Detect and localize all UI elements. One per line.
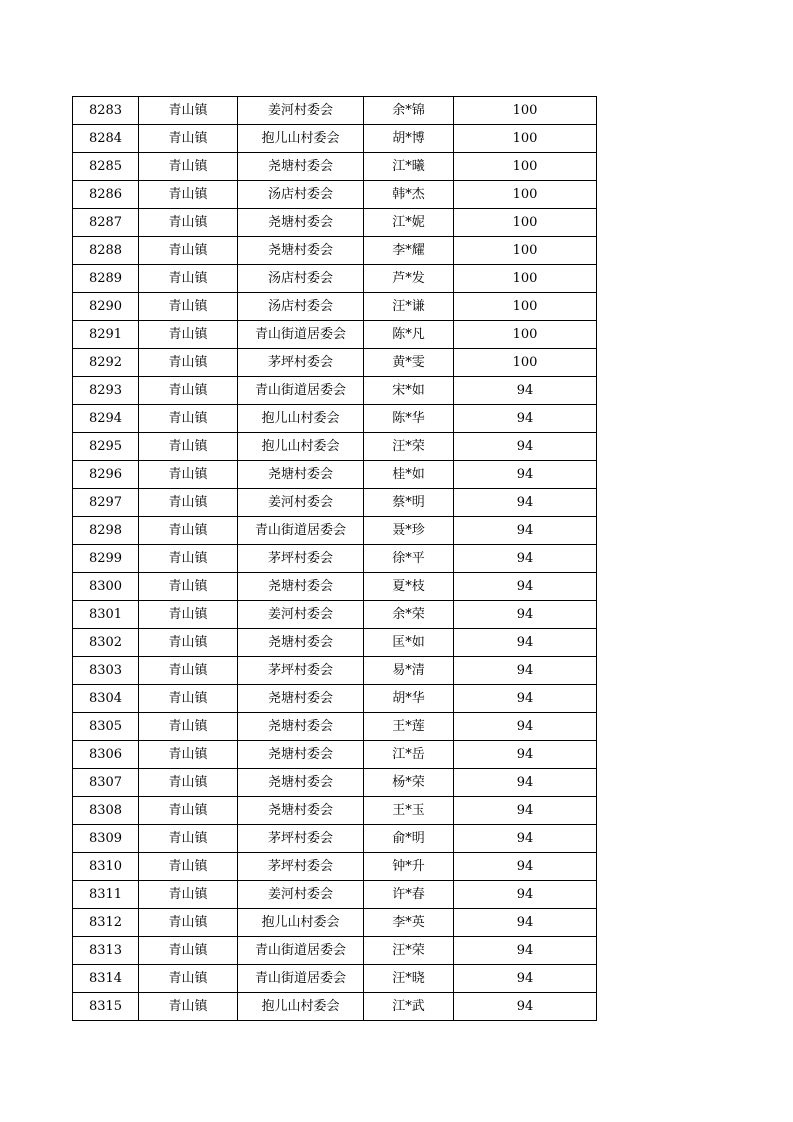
amount-cell: 94: [454, 377, 597, 405]
town-cell: 青山镇: [139, 797, 238, 825]
row-number-cell: 8304: [73, 685, 139, 713]
table-row: [73, 853, 597, 881]
town-cell: 青山镇: [139, 293, 238, 321]
village-committee-cell: 青山街道居委会: [238, 965, 364, 993]
village-committee-cell: 尧塘村委会: [238, 209, 364, 237]
row-number-cell: 8313: [73, 937, 139, 965]
village-committee-cell: 抱儿山村委会: [238, 125, 364, 153]
amount-cell: 100: [454, 293, 597, 321]
row-number-cell: 8300: [73, 573, 139, 601]
amount-cell: 94: [454, 741, 597, 769]
town-cell: 青山镇: [139, 657, 238, 685]
person-name-cell: 王*玉: [364, 797, 454, 825]
person-name-cell: 王*莲: [364, 713, 454, 741]
table-row: [73, 293, 597, 321]
row-number-cell: 8292: [73, 349, 139, 377]
town-cell: 青山镇: [139, 937, 238, 965]
person-name-cell: 余*锦: [364, 97, 454, 125]
person-name-cell: 汪*谦: [364, 293, 454, 321]
town-cell: 青山镇: [139, 181, 238, 209]
roster-table-body: [73, 97, 597, 1021]
town-cell: 青山镇: [139, 97, 238, 125]
amount-cell: 94: [454, 965, 597, 993]
table-row: [73, 741, 597, 769]
town-cell: 青山镇: [139, 153, 238, 181]
row-number-cell: 8283: [73, 97, 139, 125]
person-name-cell: 余*荣: [364, 601, 454, 629]
town-cell: 青山镇: [139, 321, 238, 349]
amount-cell: 94: [454, 685, 597, 713]
village-committee-cell: 青山街道居委会: [238, 377, 364, 405]
town-cell: 青山镇: [139, 629, 238, 657]
village-committee-cell: 尧塘村委会: [238, 797, 364, 825]
village-committee-cell: 尧塘村委会: [238, 629, 364, 657]
row-number-cell: 8287: [73, 209, 139, 237]
table-row: [73, 237, 597, 265]
row-number-cell: 8314: [73, 965, 139, 993]
village-committee-cell: 茅坪村委会: [238, 349, 364, 377]
village-committee-cell: 尧塘村委会: [238, 461, 364, 489]
person-name-cell: 芦*发: [364, 265, 454, 293]
row-number-cell: 8288: [73, 237, 139, 265]
table-row: [73, 769, 597, 797]
village-committee-cell: 抱儿山村委会: [238, 993, 364, 1021]
amount-cell: 94: [454, 517, 597, 545]
village-committee-cell: 姜河村委会: [238, 97, 364, 125]
amount-cell: 100: [454, 153, 597, 181]
person-name-cell: 宋*如: [364, 377, 454, 405]
village-committee-cell: 尧塘村委会: [238, 685, 364, 713]
village-committee-cell: 尧塘村委会: [238, 741, 364, 769]
amount-cell: 94: [454, 713, 597, 741]
table-row: [73, 993, 597, 1021]
town-cell: 青山镇: [139, 769, 238, 797]
village-committee-cell: 抱儿山村委会: [238, 405, 364, 433]
village-committee-cell: 茅坪村委会: [238, 657, 364, 685]
village-committee-cell: 青山街道居委会: [238, 517, 364, 545]
village-committee-cell: 尧塘村委会: [238, 769, 364, 797]
row-number-cell: 8305: [73, 713, 139, 741]
town-cell: 青山镇: [139, 349, 238, 377]
person-name-cell: 汪*荣: [364, 937, 454, 965]
amount-cell: 94: [454, 825, 597, 853]
row-number-cell: 8306: [73, 741, 139, 769]
town-cell: 青山镇: [139, 433, 238, 461]
amount-cell: 100: [454, 209, 597, 237]
amount-cell: 100: [454, 181, 597, 209]
person-name-cell: 夏*枝: [364, 573, 454, 601]
person-name-cell: 匡*如: [364, 629, 454, 657]
amount-cell: 100: [454, 349, 597, 377]
row-number-cell: 8296: [73, 461, 139, 489]
amount-cell: 94: [454, 489, 597, 517]
row-number-cell: 8286: [73, 181, 139, 209]
table-row: [73, 125, 597, 153]
town-cell: 青山镇: [139, 573, 238, 601]
amount-cell: 94: [454, 937, 597, 965]
row-number-cell: 8295: [73, 433, 139, 461]
person-name-cell: 韩*杰: [364, 181, 454, 209]
village-committee-cell: 汤店村委会: [238, 265, 364, 293]
row-number-cell: 8312: [73, 909, 139, 937]
village-committee-cell: 尧塘村委会: [238, 713, 364, 741]
town-cell: 青山镇: [139, 909, 238, 937]
person-name-cell: 汪*荣: [364, 433, 454, 461]
row-number-cell: 8302: [73, 629, 139, 657]
table-row: [73, 265, 597, 293]
town-cell: 青山镇: [139, 517, 238, 545]
row-number-cell: 8303: [73, 657, 139, 685]
person-name-cell: 聂*珍: [364, 517, 454, 545]
table-row: [73, 377, 597, 405]
amount-cell: 94: [454, 657, 597, 685]
table-row: [73, 517, 597, 545]
village-committee-cell: 尧塘村委会: [238, 153, 364, 181]
village-committee-cell: 姜河村委会: [238, 881, 364, 909]
table-row: [73, 321, 597, 349]
village-committee-cell: 茅坪村委会: [238, 825, 364, 853]
person-name-cell: 黄*雯: [364, 349, 454, 377]
village-committee-cell: 青山街道居委会: [238, 937, 364, 965]
amount-cell: 100: [454, 237, 597, 265]
village-committee-cell: 青山街道居委会: [238, 321, 364, 349]
person-name-cell: 江*岳: [364, 741, 454, 769]
person-name-cell: 易*清: [364, 657, 454, 685]
town-cell: 青山镇: [139, 713, 238, 741]
row-number-cell: 8315: [73, 993, 139, 1021]
table-row: [73, 97, 597, 125]
table-row: [73, 937, 597, 965]
row-number-cell: 8298: [73, 517, 139, 545]
amount-cell: 100: [454, 321, 597, 349]
row-number-cell: 8290: [73, 293, 139, 321]
village-committee-cell: 尧塘村委会: [238, 573, 364, 601]
table-row: [73, 405, 597, 433]
town-cell: 青山镇: [139, 881, 238, 909]
town-cell: 青山镇: [139, 741, 238, 769]
amount-cell: 100: [454, 97, 597, 125]
town-cell: 青山镇: [139, 209, 238, 237]
amount-cell: 94: [454, 853, 597, 881]
table-row: [73, 713, 597, 741]
town-cell: 青山镇: [139, 461, 238, 489]
person-name-cell: 李*耀: [364, 237, 454, 265]
row-number-cell: 8299: [73, 545, 139, 573]
amount-cell: 94: [454, 405, 597, 433]
amount-cell: 94: [454, 797, 597, 825]
amount-cell: 94: [454, 909, 597, 937]
town-cell: 青山镇: [139, 405, 238, 433]
row-number-cell: 8289: [73, 265, 139, 293]
table-row: [73, 601, 597, 629]
table-row: [73, 209, 597, 237]
row-number-cell: 8309: [73, 825, 139, 853]
table-row: [73, 881, 597, 909]
person-name-cell: 汪*晓: [364, 965, 454, 993]
table-row: [73, 965, 597, 993]
table-row: [73, 629, 597, 657]
table-row: [73, 573, 597, 601]
person-name-cell: 江*妮: [364, 209, 454, 237]
person-name-cell: 许*春: [364, 881, 454, 909]
table-row: [73, 461, 597, 489]
town-cell: 青山镇: [139, 237, 238, 265]
person-name-cell: 陈*凡: [364, 321, 454, 349]
amount-cell: 94: [454, 629, 597, 657]
town-cell: 青山镇: [139, 377, 238, 405]
table-row: [73, 685, 597, 713]
town-cell: 青山镇: [139, 853, 238, 881]
table-row: [73, 545, 597, 573]
amount-cell: 94: [454, 769, 597, 797]
person-name-cell: 江*曦: [364, 153, 454, 181]
table-row: [73, 825, 597, 853]
village-committee-cell: 茅坪村委会: [238, 853, 364, 881]
person-name-cell: 徐*平: [364, 545, 454, 573]
town-cell: 青山镇: [139, 825, 238, 853]
village-committee-cell: 尧塘村委会: [238, 237, 364, 265]
person-name-cell: 俞*明: [364, 825, 454, 853]
town-cell: 青山镇: [139, 685, 238, 713]
village-committee-cell: 抱儿山村委会: [238, 433, 364, 461]
amount-cell: 94: [454, 433, 597, 461]
table-row: [73, 657, 597, 685]
amount-cell: 100: [454, 125, 597, 153]
row-number-cell: 8307: [73, 769, 139, 797]
roster-table: [72, 96, 597, 1021]
person-name-cell: 胡*博: [364, 125, 454, 153]
table-row: [73, 181, 597, 209]
town-cell: 青山镇: [139, 125, 238, 153]
village-committee-cell: 汤店村委会: [238, 181, 364, 209]
amount-cell: 94: [454, 545, 597, 573]
village-committee-cell: 抱儿山村委会: [238, 909, 364, 937]
town-cell: 青山镇: [139, 965, 238, 993]
amount-cell: 94: [454, 461, 597, 489]
amount-cell: 94: [454, 881, 597, 909]
town-cell: 青山镇: [139, 265, 238, 293]
row-number-cell: 8285: [73, 153, 139, 181]
row-number-cell: 8310: [73, 853, 139, 881]
person-name-cell: 蔡*明: [364, 489, 454, 517]
row-number-cell: 8294: [73, 405, 139, 433]
person-name-cell: 胡*华: [364, 685, 454, 713]
person-name-cell: 李*英: [364, 909, 454, 937]
person-name-cell: 陈*华: [364, 405, 454, 433]
town-cell: 青山镇: [139, 993, 238, 1021]
table-row: [73, 349, 597, 377]
row-number-cell: 8311: [73, 881, 139, 909]
person-name-cell: 杨*荣: [364, 769, 454, 797]
person-name-cell: 江*武: [364, 993, 454, 1021]
row-number-cell: 8308: [73, 797, 139, 825]
table-row: [73, 153, 597, 181]
table-row: [73, 489, 597, 517]
village-committee-cell: 茅坪村委会: [238, 545, 364, 573]
village-committee-cell: 姜河村委会: [238, 489, 364, 517]
amount-cell: 94: [454, 993, 597, 1021]
amount-cell: 94: [454, 601, 597, 629]
row-number-cell: 8284: [73, 125, 139, 153]
row-number-cell: 8293: [73, 377, 139, 405]
village-committee-cell: 汤店村委会: [238, 293, 364, 321]
row-number-cell: 8291: [73, 321, 139, 349]
village-committee-cell: 姜河村委会: [238, 601, 364, 629]
amount-cell: 100: [454, 265, 597, 293]
person-name-cell: 桂*如: [364, 461, 454, 489]
table-row: [73, 433, 597, 461]
table-row: [73, 909, 597, 937]
amount-cell: 94: [454, 573, 597, 601]
row-number-cell: 8301: [73, 601, 139, 629]
town-cell: 青山镇: [139, 601, 238, 629]
row-number-cell: 8297: [73, 489, 139, 517]
table-row: [73, 797, 597, 825]
town-cell: 青山镇: [139, 545, 238, 573]
town-cell: 青山镇: [139, 489, 238, 517]
person-name-cell: 钟*升: [364, 853, 454, 881]
